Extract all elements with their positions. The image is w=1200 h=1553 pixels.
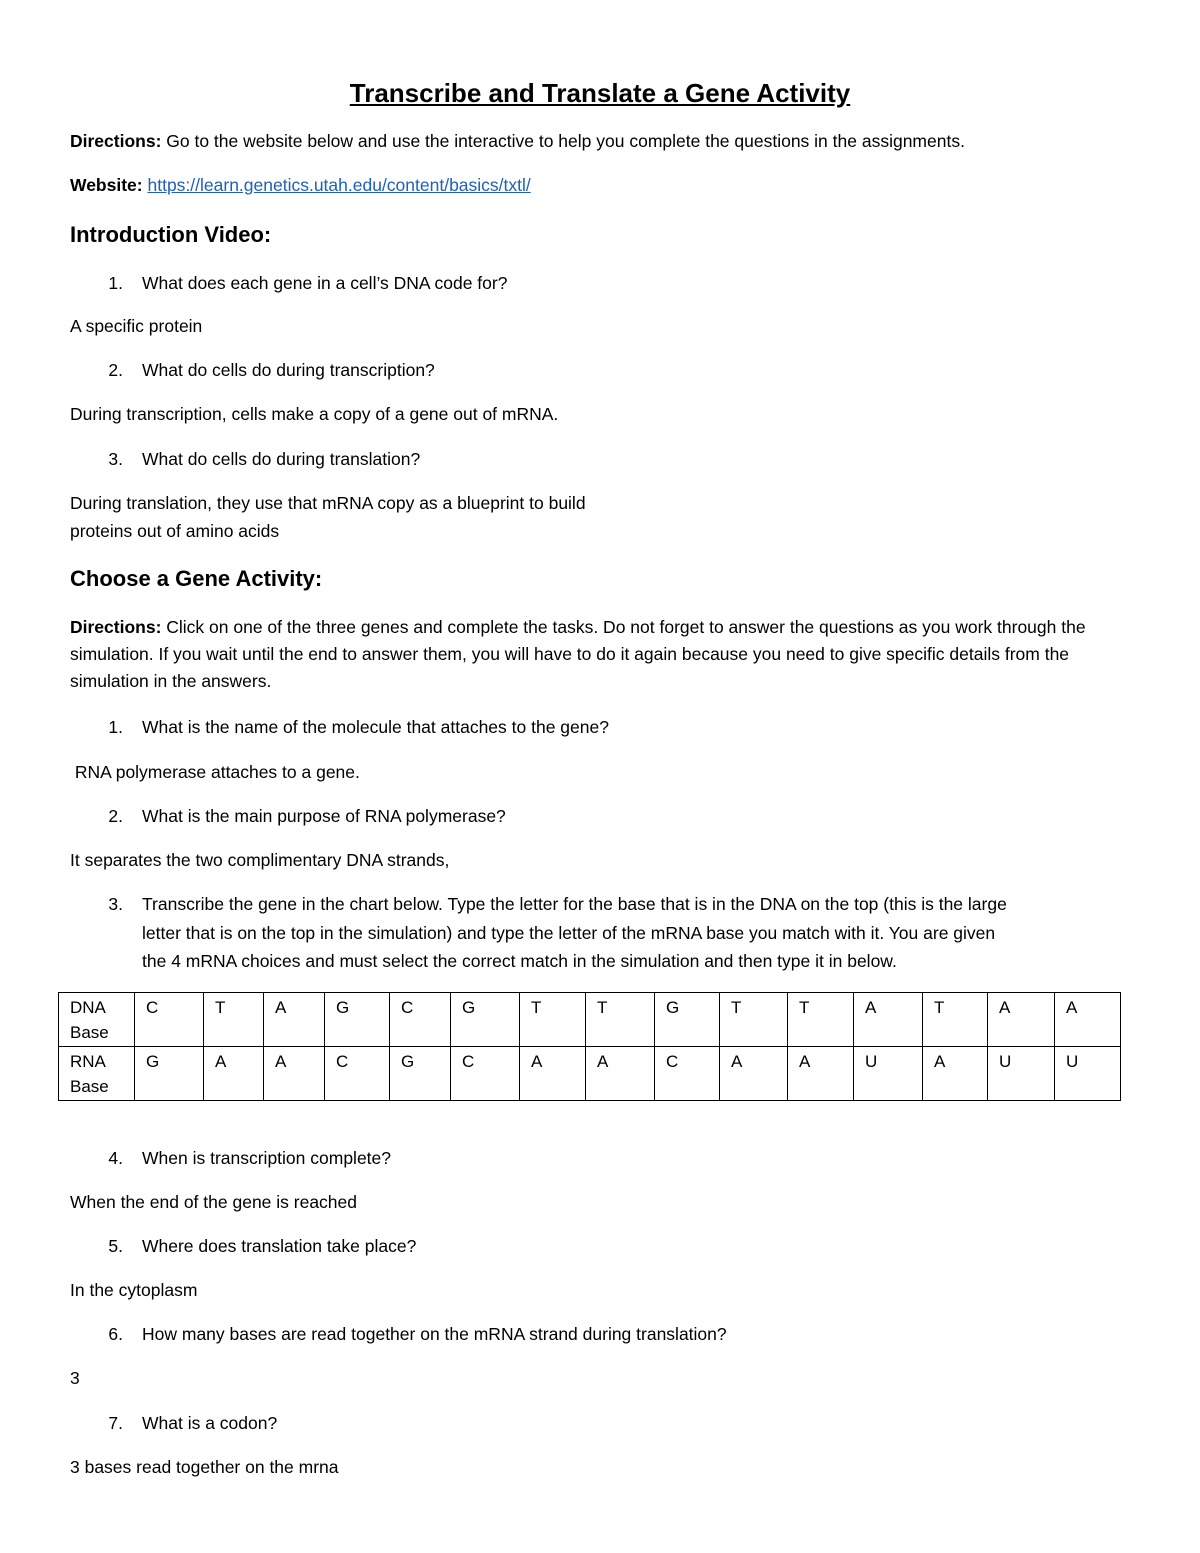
rna-cell: G xyxy=(390,1047,451,1101)
rna-cell: U xyxy=(988,1047,1055,1101)
question-text: What is the main purpose of RNA polymerase? xyxy=(142,806,506,826)
question-text: What does each gene in a cell’s DNA code for? xyxy=(142,273,508,293)
page-title: Transcribe and Translate a Gene Activity xyxy=(349,78,851,108)
question-number: 4. xyxy=(108,1148,123,1168)
dna-cell: G xyxy=(325,993,390,1047)
question-number: 7. xyxy=(108,1413,123,1433)
dna-cell: A xyxy=(1055,993,1121,1047)
dna-cell: T xyxy=(204,993,264,1047)
question-text: letter that is on the top in the simulation) and type the letter of the mRNA base you match with it. You are given xyxy=(142,923,996,943)
website-label: Website: xyxy=(70,175,143,195)
base-pairing-table xyxy=(58,992,1121,1101)
rna-cell: A xyxy=(520,1047,586,1101)
rna-cell: A xyxy=(204,1047,264,1101)
answer-text: During transcription, cells make a copy of a gene out of mRNA. xyxy=(70,404,559,424)
rna-cell: G xyxy=(135,1047,204,1101)
dna-cell: A xyxy=(854,993,923,1047)
answer-text: proteins out of amino acids xyxy=(70,521,280,541)
website-link[interactable]: https://learn.genetics.utah.edu/content/basics/txtl/ xyxy=(147,175,531,195)
dna-cell: C xyxy=(135,993,204,1047)
rna-cell: C xyxy=(655,1047,720,1101)
row-label-line: Base xyxy=(70,1077,109,1096)
question-number: 3. xyxy=(108,449,123,469)
directions-text: Go to the website below and use the interactive to help you complete the questions in the assignments. xyxy=(161,131,965,151)
rna-cell: A xyxy=(586,1047,655,1101)
rna-cell: U xyxy=(854,1047,923,1101)
dna-cell: A xyxy=(988,993,1055,1047)
question-number: 2. xyxy=(108,806,123,826)
website-line xyxy=(70,172,531,199)
directions-label: Directions: xyxy=(70,131,162,151)
row-label-line: Base xyxy=(70,1023,109,1042)
directions-text: Click on one of the three genes and complete the tasks. Do not forget to answer the questions as you work through the simulation. If you wait until the end to answer them, you will have to do it again because you need to give specific details from the simulation in the answers. xyxy=(70,617,1086,691)
rna-cell: A xyxy=(923,1047,988,1101)
answer-text: RNA polymerase attaches to a gene. xyxy=(70,762,360,782)
question-number: 3. xyxy=(108,894,123,914)
section-heading-choose-gene: Choose a Gene Activity: xyxy=(70,566,323,591)
question-number: 1. xyxy=(108,273,123,293)
question-text: Transcribe the gene in the chart below. Type the letter for the base that is in the DNA on the top (this is the large xyxy=(142,894,1007,914)
answer-text: During translation, they use that mRNA copy as a blueprint to build xyxy=(70,493,586,513)
rna-cell: C xyxy=(451,1047,520,1101)
question-text: What is the name of the molecule that attaches to the gene? xyxy=(142,717,609,737)
answer-text: A specific protein xyxy=(70,316,203,336)
question-text: When is transcription complete? xyxy=(142,1148,391,1168)
dna-row xyxy=(59,993,1121,1047)
dna-cell: T xyxy=(923,993,988,1047)
question-text: Where does translation take place? xyxy=(142,1236,417,1256)
answer-text: 3 bases read together on the mrna xyxy=(70,1457,339,1477)
question-number: 1. xyxy=(108,717,123,737)
question-text: the 4 mRNA choices and must select the correct match in the simulation and then type it in below. xyxy=(142,951,897,971)
section2-directions xyxy=(70,614,1130,695)
dna-cell: A xyxy=(264,993,325,1047)
rna-cell: A xyxy=(720,1047,788,1101)
dna-cell: C xyxy=(390,993,451,1047)
row-label xyxy=(59,993,135,1047)
directions-label: Directions: xyxy=(70,617,162,637)
question-text: How many bases are read together on the mRNA strand during translation? xyxy=(142,1324,727,1344)
question-number: 6. xyxy=(108,1324,123,1344)
dna-cell: G xyxy=(451,993,520,1047)
dna-cell: G xyxy=(655,993,720,1047)
answer-text: When the end of the gene is reached xyxy=(70,1192,358,1212)
dna-cell: T xyxy=(788,993,854,1047)
rna-cell: A xyxy=(264,1047,325,1101)
intro-directions xyxy=(70,128,965,155)
dna-cell: T xyxy=(586,993,655,1047)
rna-row xyxy=(59,1047,1121,1101)
rna-cell: A xyxy=(788,1047,854,1101)
answer-text: 3 xyxy=(70,1368,80,1388)
dna-cell: T xyxy=(520,993,586,1047)
dna-cell: T xyxy=(720,993,788,1047)
rna-cell: C xyxy=(325,1047,390,1101)
question-text: What do cells do during transcription? xyxy=(142,360,435,380)
row-label-line: DNA xyxy=(70,998,106,1017)
question-number: 5. xyxy=(108,1236,123,1256)
answer-text: It separates the two complimentary DNA strands, xyxy=(70,850,450,870)
question-text: What is a codon? xyxy=(142,1413,278,1433)
row-label-line: RNA xyxy=(70,1052,106,1071)
rna-cell: U xyxy=(1055,1047,1121,1101)
answer-text: In the cytoplasm xyxy=(70,1280,198,1300)
section-heading-intro-video: Introduction Video: xyxy=(70,222,272,247)
row-label xyxy=(59,1047,135,1101)
question-text: What do cells do during translation? xyxy=(142,449,421,469)
question-number: 2. xyxy=(108,360,123,380)
